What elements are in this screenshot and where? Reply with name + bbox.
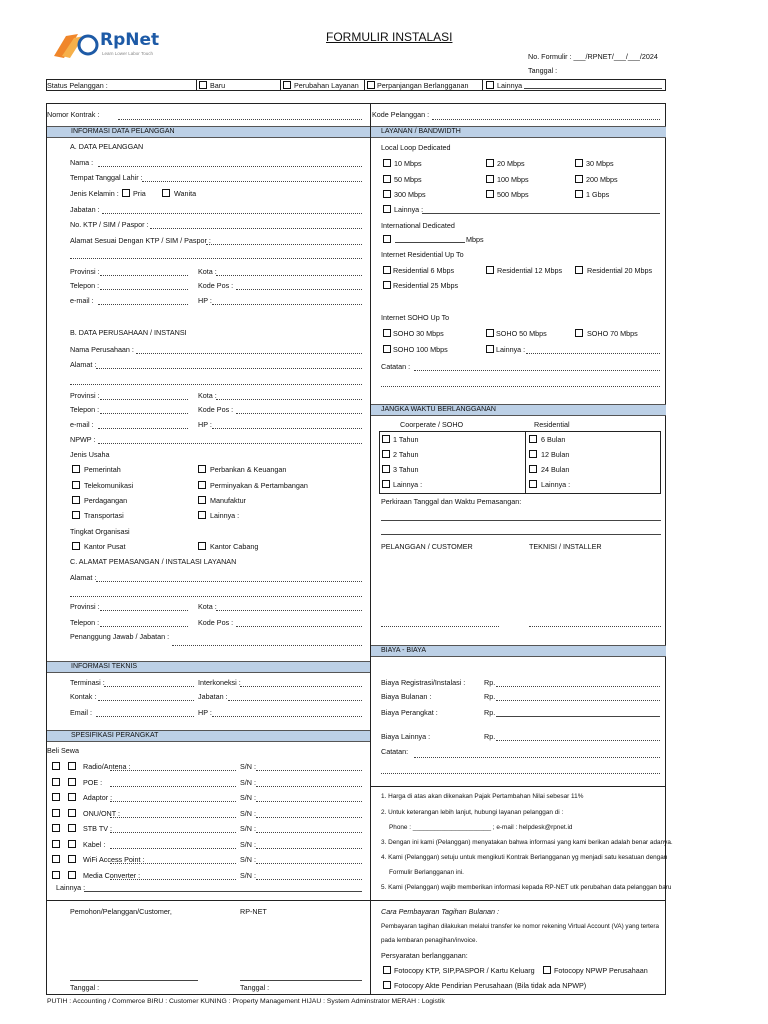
syarat-akte-checkbox[interactable]	[383, 981, 391, 989]
jabatan-teknis-label: Jabatan :	[198, 692, 228, 701]
biaya-label: Biaya Registrasi/Instalasi :	[381, 678, 466, 687]
device-sewa-checkbox[interactable]	[68, 840, 76, 848]
device-input[interactable]	[110, 770, 236, 771]
email-input[interactable]	[98, 304, 188, 305]
npwp-label: NPWP :	[70, 435, 96, 444]
jabatan-label: Jabatan :	[70, 205, 100, 214]
usaha-manufaktur-label: Manufaktur	[210, 496, 246, 505]
jenis-usaha-label: Jenis Usaha	[70, 450, 110, 459]
kota2-input[interactable]	[216, 399, 362, 400]
layanan-bandwidth-header: LAYANAN / BANDWIDTH	[371, 126, 666, 138]
device-beli-checkbox[interactable]	[52, 778, 60, 786]
catatan-biaya-input[interactable]	[414, 757, 660, 758]
device-sewa-checkbox[interactable]	[68, 871, 76, 879]
kota3-input[interactable]	[216, 610, 362, 611]
device-label: Kabel :	[83, 839, 106, 849]
speed-checkbox[interactable]	[575, 159, 583, 167]
catatan-layanan-input-2[interactable]	[381, 386, 660, 387]
kodepos3-label: Kode Pos :	[198, 618, 234, 627]
biaya-rp-label: Rp.	[484, 732, 496, 741]
device-label: Adaptor :	[83, 793, 113, 802]
intl-mbps-label: Mbps	[466, 235, 484, 244]
residential-20-checkbox[interactable]	[575, 266, 583, 274]
tanggal-pemohon-label: Tanggal :	[70, 983, 100, 992]
ttl-label: Tempat Tanggal Lahir :	[70, 173, 143, 182]
syarat-akte-label: Fotocopy Akte Pendirian Perusahaan (Bila tidak ada NPWP)	[394, 981, 587, 990]
device-sn-label: S/N :	[240, 870, 256, 880]
residential-title: Internet Residential Up To	[381, 250, 464, 259]
note-line: 3. Dengan ini kami (Pelanggan) menyatakan bahwa informasi yang kami berikan adalah benar adanya.	[381, 839, 673, 846]
soho-lainnya-checkbox[interactable]	[486, 345, 494, 353]
wanita-checkbox[interactable]	[162, 189, 170, 197]
soho-lainnya-label: Lainnya :	[496, 345, 526, 354]
device-beli-checkbox[interactable]	[52, 809, 60, 817]
hp-teknis-label: HP :	[198, 708, 212, 717]
speed-lainnya-checkbox[interactable]	[383, 205, 391, 213]
kodepos3-input[interactable]	[236, 626, 362, 627]
speed-checkbox[interactable]	[575, 190, 583, 198]
speed-label: 300 Mbps	[394, 190, 426, 199]
device-beli-checkbox[interactable]	[52, 871, 60, 879]
device-beli-checkbox[interactable]	[52, 855, 60, 863]
telepon-input[interactable]	[100, 289, 188, 290]
residential-12-checkbox[interactable]	[486, 266, 494, 274]
pria-checkbox[interactable]	[122, 189, 130, 197]
interkoneksi-input[interactable]	[240, 686, 362, 687]
device-input[interactable]	[110, 879, 236, 880]
info-teknis-header: INFORMASI TEKNIS	[47, 661, 370, 673]
note-line: 2. Untuk keterangan lebih lanjut, hubungi layanan pelanggan di :	[381, 809, 564, 816]
device-sn-label: S/N :	[240, 824, 256, 833]
biaya-input[interactable]	[496, 686, 660, 687]
corporate-col-label: Coorperate / SOHO	[400, 420, 464, 429]
device-input[interactable]	[110, 863, 236, 864]
persyaratan-label: Persyaratan berlangganan:	[381, 951, 468, 960]
device-sn-label: S/N :	[240, 777, 256, 787]
device-sn-input[interactable]	[256, 817, 362, 818]
hp-input[interactable]	[212, 304, 362, 305]
tanggal-header: Tanggal :	[528, 66, 558, 75]
residential-term-label: 24 Bulan	[541, 465, 570, 474]
soho-70-checkbox[interactable]	[575, 329, 583, 337]
teknisi-sign-label: TEKNISI / INSTALLER	[529, 542, 602, 551]
section-a-title: A. DATA PELANGGAN	[70, 142, 144, 151]
logo-text: RpNet	[100, 30, 160, 50]
soho-30-checkbox[interactable]	[383, 329, 391, 337]
pelanggan-signature-line[interactable]	[381, 626, 499, 627]
soho-70-label: SOHO 70 Mbps	[587, 329, 638, 338]
alamat-pemasangan-input[interactable]	[96, 581, 362, 582]
usaha-perminyakan-label: Perminyakan & Pertambangan	[210, 481, 308, 490]
hp2-input[interactable]	[212, 428, 362, 429]
status-baru-checkbox[interactable]	[199, 81, 207, 89]
rpnet-label: RP-NET	[240, 907, 267, 916]
device-lainnya-label: Lainnya :	[56, 883, 86, 892]
kantor-pusat-label: Kantor Pusat	[84, 542, 126, 551]
usaha-transportasi-checkbox[interactable]	[72, 511, 80, 519]
speed-checkbox[interactable]	[383, 175, 391, 183]
status-lainnya-label: Lainnya	[497, 81, 523, 90]
device-label: STB TV :	[83, 824, 113, 833]
kontak-label: Kontak :	[70, 692, 97, 701]
nama-label: Nama :	[70, 158, 94, 167]
kode-pelanggan-input[interactable]	[432, 119, 660, 120]
nomor-kontrak-label: Nomor Kontrak :	[47, 110, 100, 119]
device-label: WiFi Access Point :	[83, 855, 145, 864]
kota3-label: Kota :	[198, 602, 217, 611]
provinsi3-label: Provinsi :	[70, 602, 100, 611]
biaya-input[interactable]	[496, 740, 660, 741]
soho-title: Internet SOHO Up To	[381, 313, 450, 322]
speed-label: 100 Mbps	[497, 174, 529, 184]
speed-checkbox[interactable]	[383, 159, 391, 167]
biaya-rp-label: Rp.	[484, 678, 496, 687]
device-sewa-checkbox[interactable]	[68, 793, 76, 801]
pemohon-signature-line[interactable]	[70, 980, 198, 981]
biaya-input[interactable]	[496, 716, 660, 717]
tanggal-rpnet-label: Tanggal :	[240, 983, 270, 992]
status-perpanjangan-label: Perpanjangan Berlangganan	[377, 81, 469, 90]
usaha-manufaktur-checkbox[interactable]	[198, 496, 206, 504]
perkiraan-input[interactable]	[381, 520, 661, 521]
intl-dedicated-input[interactable]	[395, 242, 465, 243]
tingkat-organisasi-label: Tingkat Organisasi	[70, 527, 130, 536]
section-c-title: C. ALAMAT PEMASANGAN / INSTALASI LAYANAN	[70, 557, 237, 566]
usaha-perdagangan-checkbox[interactable]	[72, 496, 80, 504]
device-input[interactable]	[110, 786, 236, 787]
provinsi-input[interactable]	[100, 275, 188, 276]
terminasi-label: Terminasi :	[70, 678, 105, 687]
alamat-ktp-input-2[interactable]	[70, 258, 362, 259]
alamat-pemasangan-input-2[interactable]	[70, 596, 362, 597]
nomor-kontrak-input[interactable]	[118, 119, 362, 120]
intl-dedicated-checkbox[interactable]	[383, 235, 391, 243]
status-perubahan-label: Perubahan Layanan	[294, 81, 359, 90]
residential-25-label: Residential 25 Mbps	[393, 281, 459, 290]
speed-checkbox[interactable]	[383, 190, 391, 198]
device-input[interactable]	[110, 832, 236, 833]
speed-label: 10 Mbps	[394, 159, 422, 168]
logo-tagline: Learn Lower Labor Touch	[102, 51, 153, 56]
device-sn-input[interactable]	[256, 770, 362, 771]
speed-label: 200 Mbps	[586, 174, 618, 184]
speed-label: 500 Mbps	[497, 190, 529, 199]
device-beli-checkbox[interactable]	[52, 840, 60, 848]
biaya-rp-label: Rp.	[484, 692, 496, 701]
soho-lainnya-input[interactable]	[526, 353, 660, 354]
device-beli-checkbox[interactable]	[52, 824, 60, 832]
alamat-ktp-label: Alamat Sesuai Dengan KTP / SIM / Paspor :	[70, 236, 211, 245]
usaha-perdagangan-label: Perdagangan	[84, 496, 128, 505]
kantor-cabang-label: Kantor Cabang	[210, 542, 259, 551]
perkiraan-label: Perkiraan Tanggal dan Waktu Pemasangan:	[381, 497, 522, 506]
syarat-ktp-label: Fotocopy KTP, SIP,PASPOR / Kartu Keluarg	[394, 966, 535, 975]
alamat-perusahaan-label: Alamat :	[70, 360, 97, 369]
status-baru-label: Baru	[210, 81, 226, 90]
alamat-pemasangan-label: Alamat :	[70, 573, 97, 582]
device-sewa-checkbox[interactable]	[68, 762, 76, 770]
device-sn-input[interactable]	[256, 863, 362, 864]
soho-100-checkbox[interactable]	[383, 345, 391, 353]
section-b-title: B. DATA PERUSAHAAN / INSTANSI	[70, 328, 187, 337]
speed-label: 50 Mbps	[394, 174, 422, 184]
usaha-perminyakan-checkbox[interactable]	[198, 481, 206, 489]
residential-20-label: Residential 20 Mbps	[587, 266, 653, 275]
pemohon-label: Pemohon/Pelanggan/Customer,	[70, 907, 172, 916]
device-sn-input[interactable]	[256, 832, 362, 833]
npwp-input[interactable]	[98, 443, 362, 444]
status-perubahan-checkbox[interactable]	[283, 81, 291, 89]
biaya-input[interactable]	[496, 700, 660, 701]
soho-100-label: SOHO 100 Mbps	[393, 345, 448, 354]
alamat-perusahaan-input-2[interactable]	[70, 384, 362, 385]
residential-term-label: Lainnya :	[541, 480, 571, 489]
device-input[interactable]	[110, 817, 236, 818]
kodepos-label: Kode Pos :	[198, 281, 234, 290]
usaha-perbankan-label: Perbankan & Keuangan	[210, 465, 287, 474]
corporate-term-label: 3 Tahun	[393, 465, 419, 474]
kode-pelanggan-label: Kode Pelanggan :	[372, 110, 430, 119]
ttl-input[interactable]	[142, 181, 362, 182]
device-input[interactable]	[110, 848, 236, 849]
rpnet-signature-line[interactable]	[240, 980, 362, 981]
note-line: 1. Harga di atas akan dikenakan Pajak Pertambahan Nilai sebesar 11%	[381, 793, 584, 800]
provinsi2-input[interactable]	[100, 399, 188, 400]
page-title: FORMULIR INSTALASI	[326, 30, 453, 44]
beli-sewa-label: Beli Sewa	[47, 746, 79, 755]
residential-6-label: Residential 6 Mbps	[393, 266, 455, 275]
ktp-label: No. KTP / SIM / Paspor :	[70, 220, 149, 229]
jangka-waktu-header: JANGKA WAKTU BERLANGGANAN	[371, 404, 666, 416]
provinsi2-label: Provinsi :	[70, 391, 100, 400]
hp-teknis-input[interactable]	[212, 716, 362, 717]
device-sn-input[interactable]	[256, 848, 362, 849]
email-label: e-mail :	[70, 296, 94, 305]
telepon3-label: Telepon :	[70, 618, 100, 627]
teknisi-signature-line[interactable]	[529, 626, 661, 627]
interkoneksi-label: Interkoneksi :	[198, 678, 241, 687]
device-sewa-checkbox[interactable]	[68, 809, 76, 817]
hp-label: HP :	[198, 296, 212, 305]
corporate-term-checkbox[interactable]	[382, 435, 390, 443]
device-input[interactable]	[110, 801, 236, 802]
ktp-input[interactable]	[150, 228, 362, 229]
biaya-header: BIAYA - BIAYA	[371, 645, 666, 657]
soho-30-label: SOHO 30 Mbps	[393, 329, 444, 338]
provinsi3-input[interactable]	[100, 610, 188, 611]
footer-legend: PUTIH : Accounting / Commerce BIRU : Customer KUNING : Property Management HIJAU : System Adminstrator MERAH : Logistik	[47, 998, 445, 1005]
pelanggan-sign-label: PELANGGAN / CUSTOMER	[381, 542, 473, 551]
device-sn-label: S/N :	[240, 839, 256, 849]
terminasi-input[interactable]	[104, 686, 194, 687]
nama-perusahaan-label: Nama Perusahaan :	[70, 345, 134, 354]
device-sn-label: S/N :	[240, 793, 256, 802]
email-teknis-label: Email :	[70, 708, 92, 717]
jabatan-input[interactable]	[102, 213, 362, 214]
corporate-term-checkbox[interactable]	[382, 450, 390, 458]
kota-input[interactable]	[216, 275, 362, 276]
device-sn-label: S/N :	[240, 808, 256, 818]
cara-pembayaran-line-2: pada lembaran penagihan/invoice.	[381, 937, 478, 944]
device-label: Media Converter :	[83, 870, 141, 880]
kodepos-input[interactable]	[236, 289, 362, 290]
speed-checkbox[interactable]	[486, 175, 494, 183]
status-label: Status Pelanggan :	[47, 81, 108, 90]
info-data-pelanggan-header: INFORMASI DATA PELANGGAN	[47, 126, 370, 138]
device-beli-checkbox[interactable]	[52, 762, 60, 770]
catatan-biaya-label: Catatan:	[381, 747, 409, 756]
residential-term-label: 12 Bulan	[541, 450, 570, 459]
note-line: Phone : ______________________ ; e-mail : helpdesk@rpnet.id	[389, 824, 573, 831]
device-sn-input[interactable]	[256, 879, 362, 880]
speed-lainnya-input[interactable]	[422, 213, 660, 214]
rpnet-logo-icon	[48, 30, 100, 60]
speed-checkbox[interactable]	[575, 175, 583, 183]
device-beli-checkbox[interactable]	[52, 793, 60, 801]
telepon2-label: Telepon :	[70, 405, 100, 414]
residential-col-label: Residential	[534, 420, 570, 429]
jenis-kelamin-label: Jenis Kelamin :	[70, 189, 119, 198]
corporate-term-checkbox[interactable]	[382, 480, 390, 488]
kota2-label: Kota :	[198, 391, 217, 400]
provinsi-label: Provinsi :	[70, 267, 100, 276]
kantor-pusat-checkbox[interactable]	[72, 542, 80, 550]
penanggung-jawab-label: Penanggung Jawab / Jabatan :	[70, 632, 170, 641]
jabatan-teknis-input[interactable]	[228, 700, 362, 701]
device-sn-input[interactable]	[256, 786, 362, 787]
email-teknis-input[interactable]	[96, 716, 194, 717]
usaha-pemerintah-label: Pemerintah	[84, 465, 121, 474]
residential-term-checkbox[interactable]	[529, 435, 537, 443]
alamat-perusahaan-input[interactable]	[96, 368, 362, 369]
telepon2-input[interactable]	[100, 413, 188, 414]
kodepos2-label: Kode Pos :	[198, 405, 234, 414]
device-sn-label: S/N :	[240, 855, 256, 864]
local-loop-label: Local Loop Dedicated	[381, 143, 451, 152]
status-lainnya-input[interactable]	[524, 88, 662, 89]
corporate-term-label: 2 Tahun	[393, 450, 419, 459]
device-sewa-checkbox[interactable]	[68, 824, 76, 832]
telepon-label: Telepon :	[70, 281, 100, 290]
kodepos2-input[interactable]	[236, 413, 362, 414]
residential-term-checkbox[interactable]	[529, 450, 537, 458]
spesifikasi-perangkat-header: SPESIFIKASI PERANGKAT	[47, 730, 370, 742]
device-sn-input[interactable]	[256, 801, 362, 802]
device-label: Radio/Antena :	[83, 762, 131, 771]
soho-50-label: SOHO 50 Mbps	[496, 329, 547, 338]
biaya-label: Biaya Lainnya :	[381, 732, 431, 741]
no-formulir: No. Formulir : ___/RPNET/___/___/2024	[528, 52, 658, 61]
speed-label: 1 Gbps	[586, 190, 610, 199]
syarat-ktp-checkbox[interactable]	[383, 966, 391, 974]
nama-input[interactable]	[98, 166, 362, 167]
catatan-layanan-label: Catatan :	[381, 362, 411, 371]
kantor-cabang-checkbox[interactable]	[198, 542, 206, 550]
residential-6-checkbox[interactable]	[383, 266, 391, 274]
catatan-biaya-input-2[interactable]	[381, 773, 660, 774]
device-lainnya-input[interactable]	[84, 891, 362, 892]
syarat-npwp-checkbox[interactable]	[543, 966, 551, 974]
residential-12-label: Residential 12 Mbps	[497, 266, 563, 275]
syarat-npwp-label: Fotocopy NPWP Perusahaan	[554, 966, 648, 975]
residential-25-checkbox[interactable]	[383, 281, 391, 289]
device-label: POE :	[83, 777, 103, 787]
kontak-input[interactable]	[98, 700, 194, 701]
penanggung-jawab-input[interactable]	[172, 645, 362, 646]
device-label: ONU/ONT :	[83, 808, 121, 818]
wanita-label: Wanita	[174, 189, 197, 198]
residential-term-label: 6 Bulan	[541, 435, 566, 444]
device-sewa-checkbox[interactable]	[68, 855, 76, 863]
alamat-ktp-input[interactable]	[206, 244, 362, 245]
device-sewa-checkbox[interactable]	[68, 778, 76, 786]
device-sn-label: S/N :	[240, 762, 256, 771]
biaya-label: Biaya Perangkat :	[381, 708, 438, 717]
usaha-telekomunikasi-checkbox[interactable]	[72, 481, 80, 489]
pria-label: Pria	[133, 189, 146, 198]
status-perpanjangan-checkbox[interactable]	[367, 81, 375, 89]
note-line: 5. Kami (Pelanggan) wajib memberikan informasi kepada RP-NET utk perubahan data pelanggan baru	[381, 884, 672, 891]
usaha-perbankan-checkbox[interactable]	[198, 465, 206, 473]
cara-pembayaran-title: Cara Pembayaran Tagihan Bulanan :	[381, 907, 500, 916]
residential-term-checkbox[interactable]	[529, 465, 537, 473]
hp2-label: HP :	[198, 420, 212, 429]
corporate-term-checkbox[interactable]	[382, 465, 390, 473]
usaha-transportasi-label: Transportasi	[84, 511, 124, 520]
speed-label: 30 Mbps	[586, 159, 614, 168]
intl-dedicated-label: International Dedicated	[381, 221, 455, 230]
speed-label: 20 Mbps	[497, 159, 525, 168]
usaha-telekomunikasi-label: Telekomunikasi	[84, 481, 134, 490]
perkiraan-input-2[interactable]	[381, 534, 661, 535]
usaha-lainnya-checkbox[interactable]	[198, 511, 206, 519]
telepon3-input[interactable]	[100, 626, 188, 627]
catatan-layanan-input[interactable]	[414, 370, 660, 371]
biaya-rp-label: Rp.	[484, 708, 496, 717]
kota-label: Kota :	[198, 267, 217, 276]
email2-input[interactable]	[98, 428, 188, 429]
email2-label: e-mail :	[70, 420, 94, 429]
corporate-term-label: 1 Tahun	[393, 435, 419, 444]
status-lainnya-checkbox[interactable]	[486, 81, 494, 89]
cara-pembayaran-line-1: Pembayaran tagihan dilakukan melalui transfer ke nomor rekening Virtual Account (VA) yang tertera	[381, 923, 660, 930]
speed-checkbox[interactable]	[486, 159, 494, 167]
usaha-lainnya-label: Lainnya :	[210, 511, 240, 520]
corporate-term-label: Lainnya :	[393, 480, 423, 489]
note-line: 4. Kami (Pelanggan) setuju untuk mengikuti Kontrak Berlangganan yg menjadi satu kesatuan dengan	[381, 854, 668, 861]
speed-checkbox[interactable]	[486, 190, 494, 198]
usaha-pemerintah-checkbox[interactable]	[72, 465, 80, 473]
note-line: Formulir Berlangganan ini.	[389, 869, 464, 876]
soho-50-checkbox[interactable]	[486, 329, 494, 337]
residential-term-checkbox[interactable]	[529, 480, 537, 488]
speed-lainnya-label: Lainnya :	[394, 205, 424, 214]
nama-perusahaan-input[interactable]	[136, 353, 362, 354]
biaya-label: Biaya Bulanan :	[381, 692, 432, 701]
